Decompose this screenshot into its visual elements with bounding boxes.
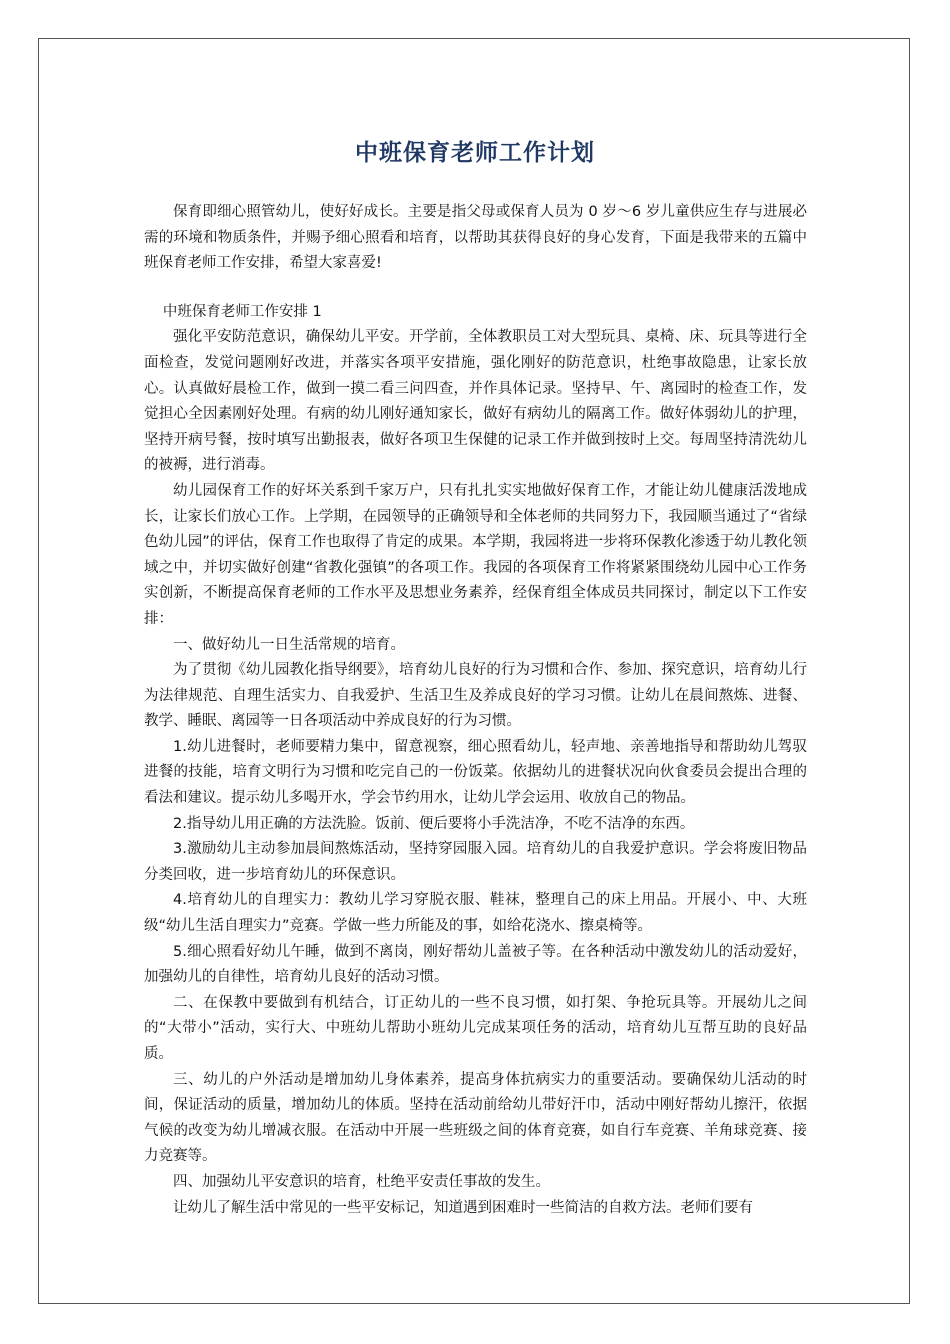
- section-heading: 中班保育老师工作安排 1: [162, 303, 322, 320]
- body-paragraph: 5.细心照看好幼儿午睡，做到不离岗，刚好帮幼儿盖被子等。在各种活动中激发幼儿的活动爱好，加强幼儿的自律性，培育幼儿良好的活动习惯。: [144, 943, 807, 986]
- document-title: 中班保育老师工作计划: [355, 140, 595, 166]
- document-body: [144, 200, 807, 1221]
- body-paragraph: 2.指导幼儿用正确的方法洗脸。饭前、便后要将小手洗洁净，不吃不洁净的东西。: [173, 815, 695, 832]
- body-paragraph: 1.幼儿进餐时，老师要精力集中，留意视察，细心照看幼儿，轻声地、亲善地指导和帮助幼儿驾驭进餐的技能，培育文明行为习惯和吃完自己的一份饭菜。依据幼儿的进餐状况向伙食委员会提出合理的看法和建议。提示幼儿多喝开水，学会节约用水，让幼儿学会运用、收放自己的物品。: [144, 738, 807, 807]
- body-paragraph: 4.培育幼儿的自理实力：教幼儿学习穿脱衣服、鞋袜，整理自己的床上用品。开展小、中、大班级“幼儿生活自理实力”竞赛。学做一些力所能及的事，如给花浇水、擦桌椅等。: [144, 892, 807, 935]
- body-paragraph: 幼儿园保育工作的好坏关系到千家万户，只有扎扎实实地做好保育工作，才能让幼儿健康活泼地成长，让家长们放心工作。上学期，在园领导的正确领导和全体老师的共同努力下，我园顺当通过了“省绿色幼儿园”的评估，保育工作也取得了肯定的成果。本学期，我园将进一步将环保教化渗透于幼儿教化领域之中，并切实做好创建“省教化强镇”的各项工作。我园的各项保育工作将紧紧围绕幼儿园中心工作务实创新，不断提高保育老师的工作水平及思想业务素养，经保育组全体成员共同探讨，制定以下工作安排：: [144, 482, 807, 627]
- body-paragraph: 四、加强幼儿平安意识的培育，杜绝平安责任事故的发生。: [173, 1173, 550, 1190]
- body-paragraph: 为了贯彻《幼儿园教化指导纲要》，培育幼儿良好的行为习惯和合作、参加、探究意识，培育幼儿行为法律规范、自理生活实力、自我爱护、生活卫生及养成良好的学习习惯。让幼儿在晨间熬炼、进餐、教学、睡眠、离园等一日各项活动中养成良好的行为习惯。: [144, 662, 807, 730]
- body-paragraph: 强化平安防范意识，确保幼儿平安。开学前，全体教职员工对大型玩具、桌椅、床、玩具等进行全面检查，发觉问题刚好改进，并落实各项平安措施，强化刚好的防范意识，杜绝事故隐患，让家长放心。认真做好晨检工作，做到一摸二看三问四查，并作具体记录。坚持早、午、离园时的检查工作，发觉担心全因素刚好处理。有病的幼儿刚好通知家长，做好有病幼儿的隔离工作。做好体弱幼儿的护理，坚持开病号餐，按时填写出勤报表，做好各项卫生保健的记录工作并做到按时上交。每周坚持清洗幼儿的被褥，进行消毒。: [144, 329, 807, 474]
- body-paragraph: 让幼儿了解生活中常见的一些平安标记，知道遇到困难时一些简洁的自救方法。老师们要有: [173, 1199, 753, 1216]
- intro-paragraph: 保育即细心照管幼儿，使好好成长。主要是指父母或保育人员为 0 岁～6 岁儿童供应生存与进展必需的环境和物质条件，并赐予细心照看和培育，以帮助其获得良好的身心发育，下面是我带来的五篇中班保育老师工作安排，希望大家喜爱!: [144, 204, 807, 272]
- body-paragraph: 3.激励幼儿主动参加晨间熬炼活动，坚持穿园服入园。培育幼儿的自我爱护意识。学会将废旧物品分类回收，进一步培育幼儿的环保意识。: [144, 841, 807, 883]
- body-paragraph: 二、在保教中要做到有机结合，订正幼儿的一些不良习惯，如打架、争抢玩具等。开展幼儿之间的“大带小”活动，实行大、中班幼儿帮助小班幼儿完成某项任务的活动，培育幼儿互帮互助的良好品质。: [144, 994, 807, 1062]
- body-paragraph: 一、做好幼儿一日生活常规的培育。: [173, 636, 405, 653]
- body-paragraph: 三、幼儿的户外活动是增加幼儿身体素养，提高身体抗病实力的重要活动。要确保幼儿活动的时间，保证活动的质量，增加幼儿的体质。坚持在活动前给幼儿带好汗巾，活动中刚好帮幼儿擦汗，依据气候的改变为幼儿增减衣服。在活动中开展一些班级之间的体育竞赛，如自行车竞赛、羊角球竞赛、接力竞赛等。: [144, 1071, 807, 1165]
